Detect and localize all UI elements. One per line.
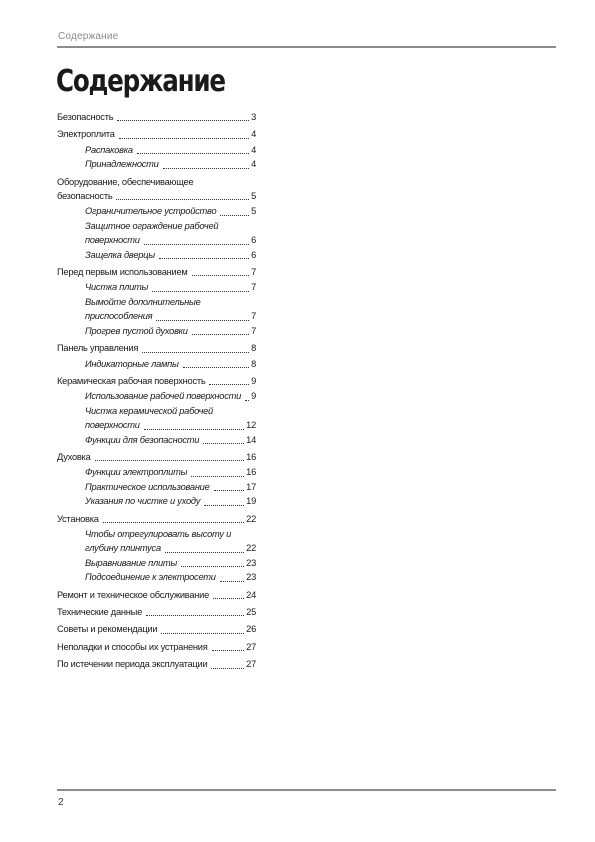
toc-entry[interactable]	[57, 622, 256, 636]
dot-leader	[146, 612, 244, 616]
toc-entry-label: Подсоединение к электросети	[85, 572, 216, 583]
toc-entry-label-line: Чтобы отрегулировать высоту и	[85, 528, 231, 539]
dot-leader	[183, 364, 250, 368]
toc-entry-page: 23	[246, 572, 256, 583]
toc-entry-page: 12	[246, 420, 256, 431]
toc-entry-page: 3	[251, 112, 256, 122]
toc-subentry[interactable]	[85, 248, 256, 262]
toc-subentry[interactable]	[85, 389, 256, 403]
toc-subentry[interactable]	[85, 494, 256, 508]
toc-entry-label: Функции электроплиты	[85, 467, 188, 478]
toc-entry-label: безопасность	[57, 191, 113, 202]
dot-leader	[137, 150, 249, 154]
toc-entry-page: 4	[251, 144, 256, 155]
toc-entry-label-line: Чистка керамической рабочей	[85, 405, 213, 416]
toc-entry[interactable]	[57, 127, 256, 141]
toc-entry-page: 22	[246, 513, 256, 524]
header-rule	[57, 46, 556, 48]
toc-entry-label: Защелка дверцы	[85, 249, 155, 260]
dot-leader	[211, 665, 244, 669]
toc-entry-page: 8	[251, 358, 256, 369]
toc-entry-label: Духовка	[57, 451, 91, 462]
toc-entry-page: 22	[246, 543, 256, 554]
toc-entry[interactable]	[57, 640, 256, 654]
toc-entry-label: поверхности	[85, 420, 140, 431]
toc-entry-label: приспособления	[85, 311, 153, 322]
toc-subentry[interactable]	[85, 143, 256, 157]
toc-entry-label-line: Защитное ограждение рабочей	[85, 220, 219, 231]
toc-entry[interactable]	[57, 374, 256, 388]
dot-leader	[245, 397, 249, 401]
toc-entry-label: Керамическая рабочая поверхность	[57, 375, 206, 386]
toc-entry[interactable]	[57, 265, 256, 279]
toc-entry[interactable]	[57, 189, 256, 203]
footer-rule	[57, 789, 556, 791]
dot-leader	[204, 502, 244, 506]
toc-entry-page: 7	[251, 282, 256, 293]
toc-entry-page: 14	[246, 434, 256, 445]
dot-leader	[163, 165, 250, 169]
dot-leader	[220, 212, 249, 216]
toc-entry-label: Перед первым использованием	[57, 267, 188, 278]
page-number: 2	[58, 797, 64, 808]
dot-leader	[119, 135, 249, 139]
toc-entry-page: 6	[251, 249, 256, 260]
toc-entry-page: 7	[251, 267, 256, 278]
toc-entry-page: 16	[246, 467, 256, 478]
toc-entry-label: Панель управления	[57, 343, 139, 354]
toc-entry-label: Установка	[57, 513, 99, 524]
dot-leader	[213, 595, 244, 599]
toc-entry-label: Практическое использование	[85, 481, 210, 492]
toc-subentry[interactable]	[85, 433, 256, 447]
toc-entry[interactable]	[57, 588, 256, 602]
dot-leader	[214, 487, 245, 491]
dot-leader	[161, 630, 244, 634]
toc-entry-page: 16	[246, 451, 256, 462]
toc-entry[interactable]	[57, 657, 256, 671]
toc-entry-label: Выравнивание плиты	[85, 557, 177, 568]
page-title: Содержание	[56, 64, 225, 99]
toc-entry-page: 5	[251, 191, 256, 202]
toc-entry-page: 7	[251, 311, 256, 322]
dot-leader	[95, 457, 245, 461]
dot-leader	[209, 381, 249, 385]
dot-leader	[165, 549, 244, 553]
toc-entry-page: 27	[246, 641, 256, 652]
toc-entry-label: Ремонт и техническое обслуживание	[57, 589, 210, 600]
dot-leader	[103, 519, 244, 523]
toc-entry-label: Функции для безопасности	[85, 434, 200, 445]
toc-entry-label: Неполадки и способы их устранения	[57, 641, 208, 652]
toc-entry-label: Электроплита	[57, 129, 115, 140]
toc-subentry[interactable]	[85, 465, 256, 479]
dot-leader	[220, 578, 244, 582]
toc-entry-page: 8	[251, 343, 256, 354]
dot-leader	[192, 272, 250, 276]
dot-leader	[156, 317, 249, 321]
dot-leader	[192, 331, 249, 335]
toc-subentry[interactable]	[85, 570, 256, 584]
toc-entry[interactable]	[57, 450, 256, 464]
dot-leader	[212, 647, 245, 651]
toc-entry-page: 5	[251, 206, 256, 217]
toc-entry[interactable]	[57, 110, 256, 124]
running-header: Содержание	[58, 31, 119, 42]
dot-leader	[152, 288, 249, 292]
toc-entry-label: По истечении периода эксплуатации	[57, 659, 208, 670]
toc-entry-label: Чистка плиты	[85, 282, 149, 293]
toc-subentry[interactable]	[85, 233, 256, 247]
toc-entry-label: Технические данные	[57, 607, 142, 617]
toc-subentry[interactable]	[85, 324, 256, 338]
toc-subentry[interactable]	[85, 204, 256, 218]
toc-entry[interactable]	[57, 605, 256, 619]
toc-subentry[interactable]	[85, 309, 256, 323]
toc-subentry[interactable]	[85, 357, 256, 371]
toc-entry-label: Советы и рекомендации	[57, 624, 158, 635]
dot-leader	[181, 563, 244, 567]
toc-entry-label: Принадлежности	[85, 159, 159, 170]
toc-entry-page: 9	[251, 391, 256, 402]
toc-entry-page: 23	[246, 557, 256, 568]
dot-leader	[142, 349, 249, 353]
toc-entry[interactable]	[57, 512, 256, 526]
table-of-contents	[57, 110, 256, 672]
toc-entry-page: 17	[246, 481, 256, 492]
toc-entry-page: 19	[246, 496, 256, 507]
toc-entry-label: Ограничительное устройство	[85, 206, 217, 217]
toc-entry-label: Индикаторные лампы	[85, 358, 179, 369]
toc-subentry[interactable]	[85, 541, 256, 555]
toc-subentry[interactable]	[85, 556, 256, 570]
toc-subentry[interactable]	[85, 157, 256, 171]
dot-leader	[116, 196, 249, 200]
toc-entry-label: глубину плинтуса	[85, 543, 161, 554]
toc-entry-page: 26	[246, 624, 256, 635]
toc-subentry[interactable]	[85, 418, 256, 432]
toc-entry-page: 4	[251, 129, 256, 140]
toc-entry[interactable]	[57, 341, 256, 355]
toc-entry-label: Использование рабочей поверхности	[85, 391, 242, 402]
toc-entry-label: Безопасность	[57, 112, 114, 122]
toc-entry-page: 24	[246, 589, 256, 600]
toc-subentry[interactable]	[85, 480, 256, 494]
toc-entry-label-line: Оборудование, обеспечивающее	[57, 176, 194, 187]
dot-leader	[191, 473, 244, 477]
dot-leader	[159, 255, 249, 259]
toc-entry-label: Распаковка	[85, 144, 133, 155]
dot-leader	[144, 241, 249, 245]
toc-entry-page: 9	[251, 375, 256, 386]
toc-entry-label-line: Вымойте дополнительные	[85, 296, 201, 307]
toc-entry-page: 4	[251, 159, 256, 170]
dot-leader	[203, 440, 244, 444]
dot-leader	[117, 117, 249, 121]
toc-entry-page: 7	[251, 325, 256, 336]
toc-entry-page: 27	[246, 659, 256, 670]
toc-entry-label: Указания по чистке и уходу	[85, 496, 201, 507]
toc-entry-label: поверхности	[85, 235, 140, 246]
dot-leader	[144, 426, 244, 430]
toc-entry-page: 6	[251, 235, 256, 246]
toc-subentry[interactable]	[85, 280, 256, 294]
toc-entry-page: 25	[246, 607, 256, 617]
toc-entry-label: Прогрев пустой духовки	[85, 325, 188, 336]
